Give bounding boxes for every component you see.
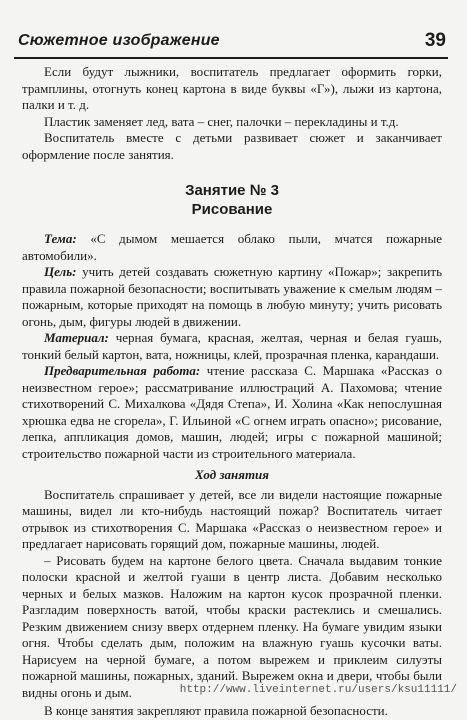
theme-paragraph [22,231,442,264]
course-heading-text: Ход занятия [195,467,269,482]
theme-text: «С дымом мешается облако пыли, мчатся пожарные автомобили». [22,231,442,263]
intro-paragraph-2: Пластик заменяет лед, вата – снег, палочки – перекладины и т.д. [44,113,399,129]
page-number: 39 [424,30,446,51]
prep-text: чтение рассказа С. Маршака «Рассказ о неизвестном герое»; рассматривание иллюстраций А. Пахомова; чтение стихотворений С. Михалкова «Дядя Степа», И. Холина «Как непослушная хрюшка едва не сгорела», Г. Ильиной «С огнем играть опасно»; рисование, лепка, аппликация домов, машин, людей; игры с пожарной машиной; строительство пожарной части из строительного материала. [22,363,442,461]
course-paragraph-2: – Рисовать будем на картоне белого цвета. Сначала выдавим тонкие полоски красной и желтой гуаши в центр листа. Добавим несколько черных и белых мазков. Наложим на картон кусок прозрачной пленки. Разгладим поверхность ватой, чтобы краски растеклись и смешались. Резким движением снизу вверх отдернем пленку. На бумаге увидим языки огня. Чтобы сделать дым, положим на влажную гуашь кусочки ваты. Нарисуем на черной бумаге, а потом вырежем и приклеим силуэты пожарной машины, пожарных, зданий. Вырежем окна и двери, чтобы были видны огонь и дым. [22,552,442,700]
goal-text: учить детей создавать сюжетную картину «Пожар»; закрепить правила пожарной безопасности; воспитывать уважение к смелым людям – пожарным, которые приходят на помощь в любую минуту; учить рисовать огонь, дым, фигуры людей в движении. [22,264,442,329]
course-paragraph-3: В конце занятия закрепляют правила пожарной безопасности. [44,703,388,718]
lesson-subject: Рисование [191,201,273,218]
lesson-number: Занятие № 3 [185,182,279,199]
page-body [22,64,442,720]
header-rule [14,57,448,59]
material-text: черная бумага, красная, желтая, черная и белая гуашь, тонкий белый картон, вата, ножницы, клей, прозрачная пленка, карандаши. [22,330,442,362]
lesson-heading [22,181,442,219]
goal-label: Цель: [44,264,77,279]
running-title: Сюжетное изображение [18,32,220,49]
prep-label: Предварительная работа: [44,363,201,378]
source-url: http://www.liveinternet.ru/users/ksu11111/ [179,684,457,696]
intro-paragraph-3: Воспитатель вместе с детьми развивает сюжет и заканчивает оформление после занятия. [22,130,442,162]
theme-label: Тема: [44,231,77,246]
intro-paragraph-1: Если будут лыжники, воспитатель предлагает оформить горки, трамплины, отогнуть конец картона в виде буквы «Г»), лыжи из картона, палки и т. д. [22,64,442,112]
goal-paragraph [22,264,442,330]
prep-paragraph [22,363,442,462]
material-label: Материал: [44,330,109,345]
page-header [14,32,448,56]
material-paragraph [22,330,442,363]
course-heading [22,467,442,484]
course-paragraph-1: Воспитатель спрашивает у детей, все ли видели настоящие пожарные машины, видел ли кто-нибудь настоящий пожар? Воспитатель читает отрывок из стихотворения С. Маршака «Рассказ о неизвестном герое» и предлагает нарисовать горящий дом, пожарные машины, людей. [22,486,442,551]
